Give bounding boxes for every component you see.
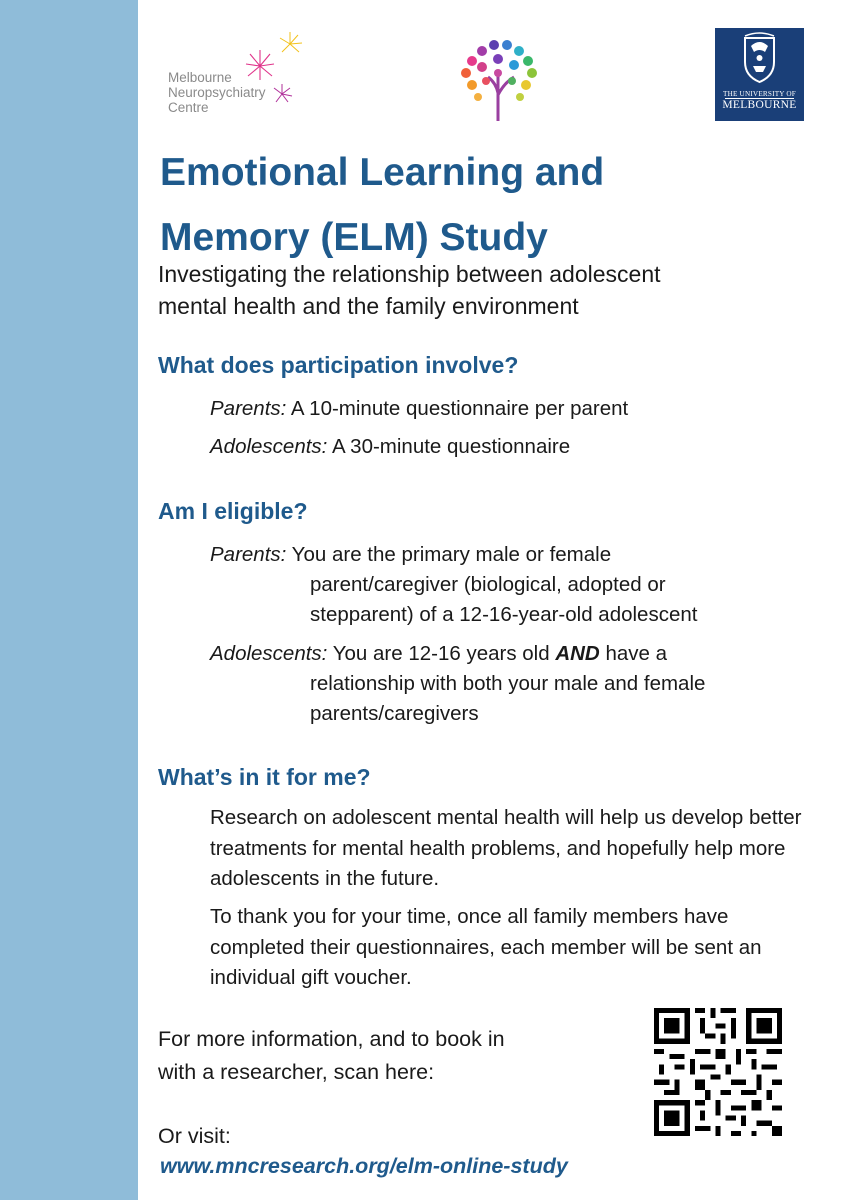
uom-logo-line2: MELBOURNE xyxy=(722,99,797,111)
eligibility-adolescents-line3: parents/caregivers xyxy=(310,702,479,725)
tree-brain-icon xyxy=(452,33,547,123)
eligibility-adolescents-line2: relationship with both your male and female xyxy=(310,672,706,695)
eligibility-parents-line3: stepparent) of a 12-16-year-old adolescent xyxy=(310,603,698,626)
university-of-melbourne-logo xyxy=(715,28,804,121)
participation-parents xyxy=(210,397,628,421)
benefits-heading: What’s in it for me? xyxy=(158,764,371,790)
adolescents-label: Adolescents: xyxy=(210,642,328,665)
parents-text: A 10-minute questionnaire per parent xyxy=(286,397,629,420)
contact-line2: with a researcher, scan here: xyxy=(158,1060,435,1084)
eligibility-parents-line1 xyxy=(210,543,611,567)
mnc-logo xyxy=(168,30,318,125)
contact-line1: For more information, and to book in xyxy=(158,1027,505,1051)
qr-code-icon[interactable] xyxy=(654,1008,782,1136)
eligibility-adolescents-line1 xyxy=(210,642,667,666)
university-crest-icon xyxy=(715,28,804,88)
eligibility-parents-line2: parent/caregiver (biological, adopted or xyxy=(310,573,666,596)
adolescents-label: Adolescents: xyxy=(210,435,328,458)
eligibility-text: have a xyxy=(599,642,667,665)
left-accent-bar xyxy=(0,0,138,1200)
subtitle-line: mental health and the family environment xyxy=(158,293,579,319)
page-title xyxy=(160,140,820,270)
benefits-paragraph-voucher: To thank you for your time, once all family members have completed their questionnaires, each member will be sent an individual gift voucher. xyxy=(210,905,762,989)
benefits-paragraph-research: Research on adolescent mental health will help us develop better treatments for mental health problems, and hopefully help more adolescents in the future. xyxy=(210,806,802,890)
mnc-logo-text xyxy=(168,70,266,115)
page-title-line: Emotional Learning and xyxy=(160,151,605,194)
uom-logo-line1: THE UNIVERSITY OF xyxy=(722,90,796,98)
eligibility-text: You are the primary male or female xyxy=(286,543,612,566)
page-title-line: Memory (ELM) Study xyxy=(160,216,548,259)
parents-label: Parents: xyxy=(210,397,287,420)
and-emphasis: AND xyxy=(555,642,600,665)
eligibility-heading: Am I eligible? xyxy=(158,498,308,524)
page-subtitle xyxy=(158,258,818,322)
mnc-logo-line: Neuropsychiatry xyxy=(168,85,266,100)
subtitle-line: Investigating the relationship between adolescent xyxy=(158,261,661,287)
study-url-link[interactable]: www.mncresearch.org/elm-online-study xyxy=(160,1154,568,1178)
adolescents-text: A 30-minute questionnaire xyxy=(327,435,571,458)
mnc-logo-line: Melbourne xyxy=(168,70,232,85)
participation-adolescents xyxy=(210,435,570,459)
visit-label: Or visit: xyxy=(158,1124,231,1148)
parents-label: Parents: xyxy=(210,543,287,566)
mnc-logo-line: Centre xyxy=(168,100,209,115)
participation-heading: What does participation involve? xyxy=(158,352,519,378)
eligibility-text: You are 12-16 years old xyxy=(327,642,556,665)
